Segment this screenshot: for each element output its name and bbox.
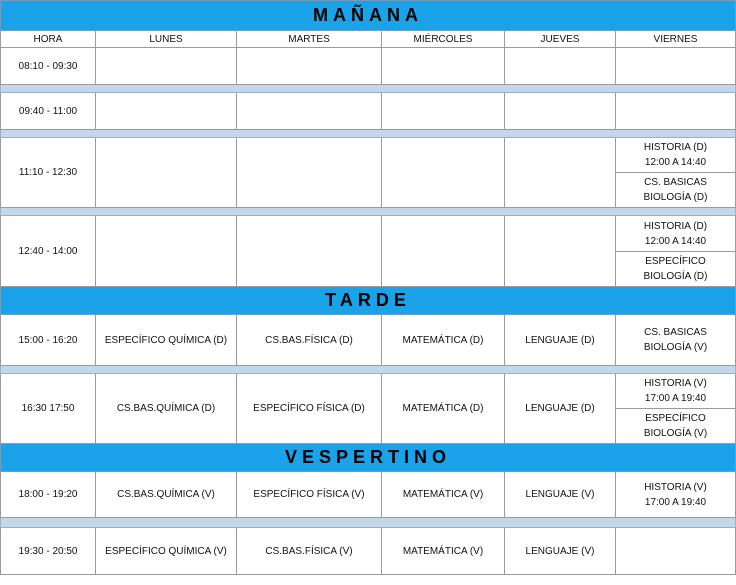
cell-jueves: LENGUAJE (V) <box>505 528 616 575</box>
cell-miercoles <box>382 216 505 287</box>
cell-jueves <box>505 93 616 130</box>
cell-miercoles: MATEMÁTICA (D) <box>382 374 505 444</box>
cell-lunes <box>96 48 237 85</box>
section-vespertino-row <box>1 444 736 472</box>
time-cell: 11:10 - 12:30 <box>1 138 96 208</box>
cell-viernes <box>616 48 736 85</box>
cell-martes <box>237 138 382 208</box>
cell-line: HISTORIA (V) <box>644 378 707 389</box>
cell-lunes <box>96 138 237 208</box>
cell-line: ESPECÍFICO <box>645 256 706 267</box>
cell-lunes: ESPECÍFICO QUÍMICA (D) <box>96 315 237 366</box>
header-row <box>1 31 736 48</box>
table-row <box>1 528 736 575</box>
cell-lunes: CS.BAS.QUÍMICA (V) <box>96 472 237 518</box>
time-cell: 12:40 - 14:00 <box>1 216 96 287</box>
cell-viernes <box>616 315 736 366</box>
cell-viernes-bottom <box>616 252 736 287</box>
gap-row <box>1 208 736 216</box>
section-title-manana: MAÑANA <box>1 1 736 31</box>
section-tarde-row <box>1 287 736 315</box>
cell-jueves <box>505 216 616 287</box>
cell-viernes <box>616 528 736 575</box>
section-title-tarde: TARDE <box>1 287 736 315</box>
cell-line: HISTORIA (D) <box>643 142 708 153</box>
cell-jueves <box>505 138 616 208</box>
cell-line: 17:00 A 19:40 <box>644 393 707 404</box>
cell-line: 17:00 A 19:40 <box>644 496 707 508</box>
table-row <box>1 48 736 85</box>
cell-lunes <box>96 216 237 287</box>
cell-viernes <box>616 472 736 518</box>
cell-miercoles: MATEMÁTICA (V) <box>382 528 505 575</box>
header-viernes: VIERNES <box>616 31 736 48</box>
section-title-vespertino: VESPERTINO <box>1 444 736 472</box>
cell-martes: ESPECÍFICO FÍSICA (D) <box>237 374 382 444</box>
cell-martes <box>237 48 382 85</box>
time-cell: 19:30 - 20:50 <box>1 528 96 575</box>
table-row <box>1 216 736 252</box>
cell-miercoles: MATEMÁTICA (V) <box>382 472 505 518</box>
cell-jueves: LENGUAJE (V) <box>505 472 616 518</box>
cell-line: BIOLOGÍA (D) <box>643 192 708 203</box>
table-row <box>1 138 736 173</box>
time-cell: 08:10 - 09:30 <box>1 48 96 85</box>
cell-line: ESPECÍFICO <box>645 413 706 424</box>
gap-row <box>1 366 736 374</box>
cell-line: CS. BASICAS <box>644 177 707 188</box>
time-cell: 18:00 - 19:20 <box>1 472 96 518</box>
cell-lunes: ESPECÍFICO QUÍMICA (V) <box>96 528 237 575</box>
cell-line: 12:00 A 14:40 <box>644 235 707 247</box>
cell-jueves <box>505 48 616 85</box>
gap-cell <box>1 130 736 138</box>
cell-miercoles <box>382 138 505 208</box>
cell-line: BIOLOGÍA (D) <box>643 271 708 282</box>
gap-row <box>1 518 736 528</box>
header-miercoles: MIÉRCOLES <box>382 31 505 48</box>
gap-cell <box>1 518 736 528</box>
cell-miercoles <box>382 48 505 85</box>
header-martes: MARTES <box>237 31 382 48</box>
time-cell: 15:00 - 16:20 <box>1 315 96 366</box>
table-row <box>1 472 736 518</box>
time-cell: 16:30 17:50 <box>1 374 96 444</box>
cell-viernes-bottom <box>616 409 736 444</box>
section-manana-row <box>1 1 736 31</box>
cell-viernes-top <box>616 138 736 173</box>
gap-row <box>1 85 736 93</box>
cell-martes <box>237 93 382 130</box>
cell-line: 12:00 A 14:40 <box>644 157 707 168</box>
cell-line: HISTORIA (D) <box>643 220 708 232</box>
gap-cell <box>1 85 736 93</box>
cell-viernes-top <box>616 216 736 252</box>
cell-martes <box>237 216 382 287</box>
cell-line: HISTORIA (V) <box>644 481 707 493</box>
table-row <box>1 374 736 409</box>
header-lunes: LUNES <box>96 31 237 48</box>
cell-jueves: LENGUAJE (D) <box>505 315 616 366</box>
cell-miercoles: MATEMÁTICA (D) <box>382 315 505 366</box>
cell-line: BIOLOGÍA (V) <box>643 428 708 439</box>
cell-viernes <box>616 93 736 130</box>
cell-line: CS. BASICAS <box>644 327 707 338</box>
cell-lunes <box>96 93 237 130</box>
table-row <box>1 315 736 366</box>
gap-cell <box>1 366 736 374</box>
cell-viernes-top <box>616 374 736 409</box>
cell-martes: CS.BAS.FÍSICA (D) <box>237 315 382 366</box>
header-hora: HORA <box>1 31 96 48</box>
cell-lunes: CS.BAS.QUÍMICA (D) <box>96 374 237 444</box>
cell-martes: CS.BAS.FÍSICA (V) <box>237 528 382 575</box>
cell-miercoles <box>382 93 505 130</box>
gap-cell <box>1 208 736 216</box>
header-jueves: JUEVES <box>505 31 616 48</box>
time-cell: 09:40 - 11:00 <box>1 93 96 130</box>
gap-row <box>1 130 736 138</box>
cell-line: BIOLOGÍA (V) <box>643 342 708 353</box>
table-row <box>1 93 736 130</box>
cell-martes: ESPECÍFICO FÍSICA (V) <box>237 472 382 518</box>
cell-jueves: LENGUAJE (D) <box>505 374 616 444</box>
cell-viernes-bottom <box>616 173 736 208</box>
